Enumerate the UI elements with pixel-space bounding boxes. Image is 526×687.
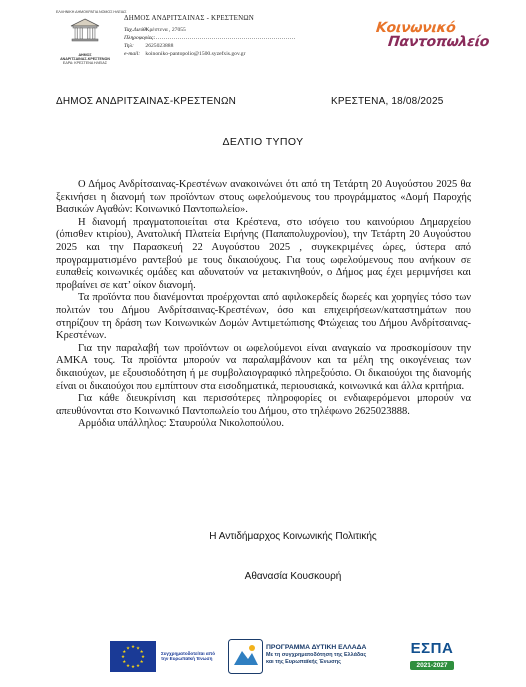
address-row [124,26,295,34]
phone-row [124,42,295,50]
espa-logo [410,640,454,674]
eu-star-icon: ★ [139,649,144,655]
municipality-logo [56,10,127,66]
info-label: Πληροφορίες: [124,35,156,41]
org-title: ΔΗΜΟΣ ΑΝΔΡΙΤΣΑΙΝΑΣ - ΚΡΕΣΤΕΝΩΝ [124,14,255,22]
address-label: Ταχ.Διεύθ: [124,27,148,33]
signature-role: Η Αντιδήμαρχος Κοινωνικής Πολιτικής [209,531,377,542]
eu-star-icon: ★ [139,659,144,665]
eu-text-line: την Ευρωπαϊκή Ένωση [161,656,213,662]
program-icon [228,639,263,674]
info-line [145,37,295,39]
address-value: Κρέστενα , 27055 [145,27,186,33]
paragraph: Για την παραλαβή των προϊόντων οι ωφελούμενοι είναι αναγκαίο να προσκομίσουν την ΑΜΚΑ τους. Τα προϊόντα μπορούν να παραλαμβάνουν και τα μέλη της οικογένειας των δικαιούχων, με εξουσιοδότηση ή με συμβολαιογραφικό πληρεξούσιο. Οι δικαιούχοι της διανομής είναι οι δικαιούχοι που εμπίπτουν στα εισοδηματικά, περιουσιακά, κοινωνικά και άλλα κριτήρια. [56,342,471,392]
logo-word-2: Παντοπωλείο [387,34,490,50]
municipality-name: ΔΗΜΟΣ ΑΝΔΡΙΤΣΑΙΝΑΣ-ΚΡΕΣΤΕΝΩΝ [56,96,237,107]
email-label: e-mail: [124,51,141,57]
email-row [124,50,295,58]
logo-caption-line: ΔΗΜΟΣ [78,53,92,57]
page-title: ΔΕΛΤΙΟ ΤΥΠΟΥ [222,136,304,148]
program-text [266,643,366,665]
signature-name: Αθανασία Κουσκουρή [244,571,342,582]
espa-period: 2021-2027 [410,661,454,670]
phone-value: 2625023888 [145,43,174,49]
espa-title: ΕΣΠΑ [410,640,454,657]
phone-label: Τηλ: [124,43,134,49]
eu-star-icon: ★ [130,664,136,670]
email-value: koinoniko-pantopolio@1500.syzefxis.gov.gr [145,51,246,57]
social-grocery-logo [372,20,490,54]
logo-caption-top: ΕΛΛΗΝΙΚΗ ΔΗΜΟΚΡΑΤΙΑ ΝΟΜΟΣ ΗΛΕΙΑΣ [56,10,127,14]
city-date: ΚΡΕΣΤΕΝΑ, 18/08/2025 [331,96,444,107]
logo-caption-bottom [56,53,114,66]
paragraph: Ο Δήμος Ανδρίτσαινας-Κρεστένων ανακοινώνει ότι από τη Τετάρτη 20 Αυγούστου 2025 θα ξεκινήσει η διανομή των προϊόντων στους ωφελούμενους του προγράμματος «Δομή Παροχής Βασικών Αγαθών: Κοινωνικό Παντοπωλείο». [56,179,471,216]
letterhead-info [124,14,295,58]
program-line: και της Ευρωπαϊκής Ένωσης [266,658,341,665]
eu-text-line: Συγχρηματοδοτείται από [161,651,216,656]
info-row [124,34,295,42]
paragraph: Τα προϊόντα που διανέμονται προέρχονται από αφιλοκερδείς δωρεές και χορηγίες τόσο των πολιτών του Δήμου Ανδρίτσαινας-Κρεστένων, όσο και επιχειρήσεων/καταστημάτων που στηρίζουν τη δράση των Κοινωνικών Δομών Αντιμετώπισης Φτώχειας του Δήμου Ανδρίτσαινας-Κρεστένων. [56,292,471,342]
eu-star-icon: ★ [122,649,127,655]
eu-cofunded-text [161,651,217,661]
paragraph: Για κάθε διευκρίνιση και περισσότερες πληροφορίες οι ενδιαφερόμενοι μπορούν να απευθύνονται στο Κοινωνικό Παντοπωλείο του Δήμου, στο τηλέφωνο 2625023888. [56,393,471,417]
eu-star-icon: ★ [125,645,131,651]
funding-footer [0,629,526,687]
program-line: Με τη συγχρηματοδότηση της Ελλάδας [266,652,367,658]
logo-caption-line: ΑΝΔΡΙΤΣΑΙΝΑΣ-ΚΡΕΣΤΕΝΩΝ [60,57,110,62]
eu-flag-icon [110,641,156,672]
eu-star-icon: ★ [122,659,127,665]
program-title: ΠΡΟΓΡΑΜΜΑ ΔΥΤΙΚΗ ΕΛΛΑΔΑ [266,644,367,651]
eu-star-icon: ★ [140,654,146,660]
eu-star-icon: ★ [125,662,131,668]
eu-star-icon: ★ [120,654,126,660]
logo-caption-line: ΕΔΡΑ: ΚΡΕΣΤΕΝΑ ΗΛΕΙΑΣ [62,61,108,66]
paragraph: Η διανομή πραγματοποιείται στα Κρέστενα, στο ισόγειο του καινούριου Δημαρχείου (όπισθεν κτιρίου), Ανατολική Πλατεία Ειρήνης (Παπαπολυχρονίου), την Τετάρτη 20 Αυγούστου 2025 και την Παρασκευή 22 Αυγούστου 2025 , συγκεκριμένες ώρες, ύστερα από προγραμματισμένο ραντεβού με τους δικαιούχους. Για τους ωφελούμενους που ανήκουν σε ευπαθείς κοινωνικές ομάδες και αδυνατούν να μετακινηθούν, ο Δήμος μας έχει μεριμνήσει και προβαίνει σε κατ’ οίκον διανομή. [56,216,471,291]
eu-star-icon: ★ [130,644,136,650]
logo-word-1: Κοινωνικό [375,20,457,36]
contact-person: Αρμόδια υπάλληλος: Σταυρούλα Νικολοπούλου. [78,418,284,430]
eu-star-icon: ★ [135,645,141,651]
press-release-body [56,179,471,431]
eu-star-icon: ★ [135,662,141,668]
eu-stars-icon [110,641,156,672]
building-icon [70,18,100,42]
